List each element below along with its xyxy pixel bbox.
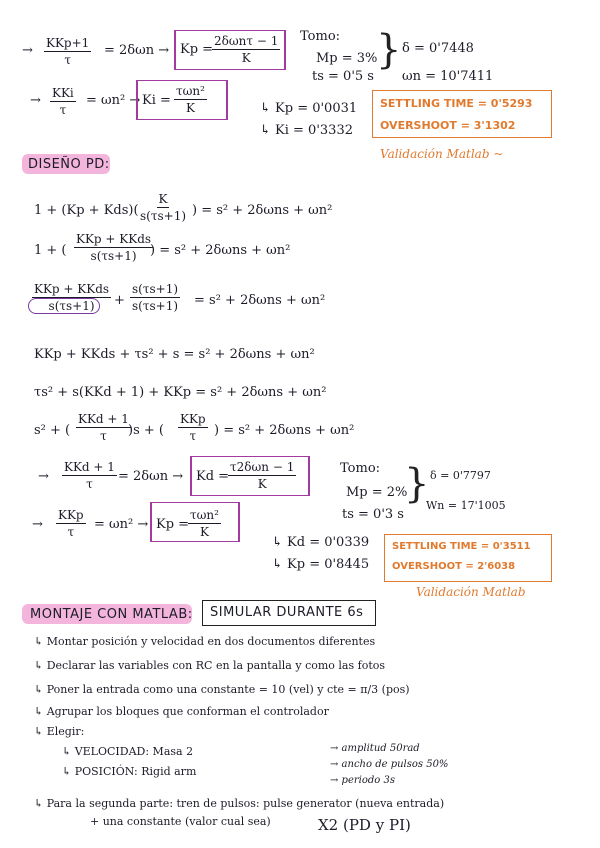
pi-delta: δ = 0'7448 (402, 41, 474, 56)
arrow-icon: → (22, 43, 33, 58)
pd-kd-boxed-fraction: τ2δωn − 1 K (230, 460, 295, 491)
pi-wn: ωn = 10'7411 (402, 69, 494, 84)
pd-delta: δ = 0'7797 (430, 469, 491, 482)
pd-validation-note: Validación Matlab (416, 585, 526, 599)
pd-line1-pre: 1 + (Kp + Kds)( (34, 203, 139, 218)
brace-icon: } (404, 461, 430, 507)
pi-ki-rhs: = ωn² → (86, 93, 141, 108)
pd-line6-fraction1: KKd + 1 τ (78, 412, 129, 443)
matlab-step-3: ↳ Poner la entrada como una constante = 10 (vel) y cte = π/3 (pos) (34, 683, 410, 696)
matlab-step-1: ↳ Montar posición y velocidad en dos documentos diferentes (34, 635, 376, 648)
pd-line3-plus: + (114, 293, 125, 308)
matlab-step-4: ↳ Agrupar los bloques que conforman el controlador (34, 705, 329, 718)
pd-line6-pre: s² + ( (34, 423, 71, 438)
pd-kp-fraction: KKp τ (58, 508, 84, 539)
pulse-width: → ancho de pulsos 50% (330, 759, 449, 770)
pi-ki-boxed-fraction: τωn² K (176, 84, 205, 115)
pd-line6-mid: )s + ( (128, 423, 164, 438)
pi-mp: Mp = 3% (316, 51, 378, 66)
pi-ts: ts = 0'5 s (312, 69, 374, 84)
pd-settling-time: SETTLING TIME = 0'3511 (392, 541, 531, 552)
pd-wn: Wn = 17'1005 (426, 499, 506, 512)
pd-kd-fraction: KKd + 1 τ (64, 460, 115, 491)
pi-validation-note: Validación Matlab ~ (380, 147, 504, 161)
pd-overshoot: OVERSHOOT = 2'6038 (392, 561, 516, 572)
pd-kp-value: ↳ Kp = 0'8445 (272, 557, 370, 572)
pd-tomo-label: Tomo: (340, 461, 381, 476)
repeat-note: X2 (PD y PI) (318, 816, 411, 834)
pd-line4: KKp + KKds + τs² + s = s² + 2δωns + ωn² (34, 347, 315, 362)
pi-kp-value: ↳ Kp = 0'0031 (260, 101, 358, 116)
pd-kd-rhs: = 2δωn → (118, 469, 184, 484)
pd-section-title: DISEÑO PD: (28, 157, 110, 172)
constant-line: + una constante (valor cual sea) (90, 815, 271, 828)
pd-line1-fraction: $\frac{K}{s(\tau s+1)}$ (140, 192, 187, 223)
pd-line2-fraction: KKp + KKds s(τs+1) (76, 232, 152, 263)
pd-mp: Mp = 2% (346, 485, 408, 500)
pd-line3-fraction1: KKp + KKds s(τs+1) (34, 282, 110, 313)
brace-icon: } (376, 27, 402, 73)
pd-kp-rhs: = ωn² → (94, 517, 149, 532)
pd-kd-boxed-lhs: Kd = (196, 469, 230, 484)
pulse-amplitude: → amplitud 50rad (330, 743, 420, 754)
pd-kd-value: ↳ Kd = 0'0339 (272, 535, 370, 550)
matlab-step-2: ↳ Declarar las variables con RC en la pantalla y como las fotos (34, 659, 386, 672)
pi-kp-boxed-lhs: Kp = (180, 42, 214, 57)
pd-kp-boxed-fraction: τωn² K (190, 508, 219, 539)
pi-tomo-label: Tomo: (300, 29, 341, 44)
pd-line6-fraction2: KKp τ (180, 412, 206, 443)
matlab-section-title: MONTAJE CON MATLAB: (30, 607, 193, 622)
pd-line3-post: = s² + 2δωns + ωn² (194, 293, 326, 308)
simulate-duration: SIMULAR DURANTE 6s (210, 605, 364, 620)
pi-kp-boxed-fraction: 2δωnτ − 1 K (214, 34, 279, 65)
arrow-icon: → (38, 469, 49, 484)
pi-kp-rhs: = 2δωn → (104, 43, 170, 58)
arrow-icon: → (32, 517, 43, 532)
arrow-icon: → (30, 93, 41, 108)
choice-posicion: ↳ POSICIÓN: Rigid arm (62, 765, 197, 778)
pd-line6-post: ) = s² + 2δωns + ωn² (214, 423, 355, 438)
pd-line5: τs² + s(KKd + 1) + KKp = s² + 2δωns + ωn² (34, 385, 327, 400)
pd-ts: ts = 0'3 s (342, 507, 404, 522)
pi-ki-fraction: KKi τ (52, 86, 74, 117)
pulse-period: → periodo 3s (330, 775, 395, 786)
pd-line1-post: ) = s² + 2δωns + ωn² (192, 203, 333, 218)
pd-line2-pre: 1 + ( (34, 243, 67, 258)
pi-overshoot: OVERSHOOT = 3'1302 (380, 119, 516, 132)
pd-line3-fraction2: $\frac{s(\tau s+1)}{s(\tau s+1)}$ (132, 282, 179, 313)
pi-ki-boxed-lhs: Ki = (142, 93, 171, 108)
pi-settling-time: SETTLING TIME = 0'5293 (380, 97, 533, 110)
matlab-step-5: ↳ Elegir: (34, 725, 85, 738)
second-part-line: ↳ Para la segunda parte: tren de pulsos: pulse generator (nueva entrada) (34, 797, 445, 810)
pi-kp-fraction: KKp+1 τ (46, 36, 90, 67)
pd-line2-post: ) = s² + 2δωns + ωn² (150, 243, 291, 258)
choice-velocidad: ↳ VELOCIDAD: Masa 2 (62, 745, 194, 758)
pi-ki-value: ↳ Ki = 0'3332 (260, 123, 353, 138)
pd-kp-boxed-lhs: Kp = (156, 517, 190, 532)
